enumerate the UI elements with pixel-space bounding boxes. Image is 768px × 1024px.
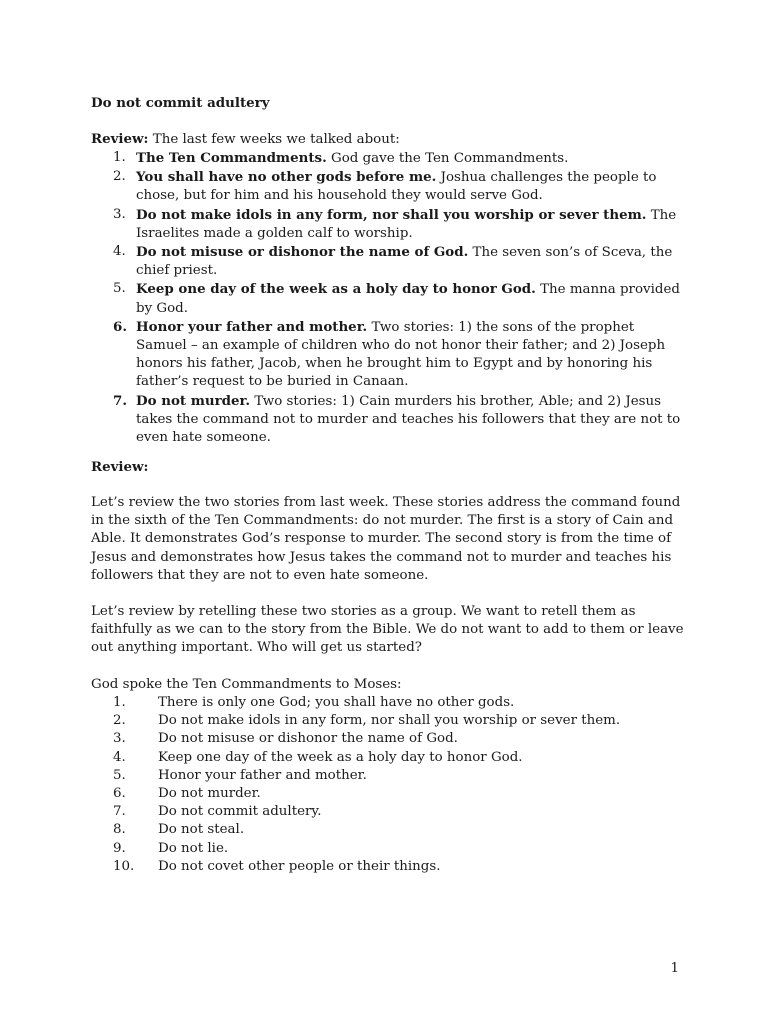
paragraph: Let’s review by retelling these two stories as a group. We want to retell them as faithfully as we can to the story from the Bible. We do not want to add to them or leave out anything important. Who will get us started? xyxy=(91,604,684,656)
list-item-text: The seven son’s of Sceva, the chief priest. xyxy=(136,245,673,279)
paragraph: Let’s review the two stories from last week. These stories address the command found in the sixth of the Ten Commandments: do not murder. The first is a story of Cain and Able. It demonstrates God’s response to murder. The second story is from the time of Jesus and demonstrates how Jesus takes the command not to murder and teaches his followers that they are not to even hate someone. xyxy=(91,495,681,583)
list-item xyxy=(91,280,681,317)
list-number: 2. xyxy=(113,713,126,729)
list-item-text: The manna provided by God. xyxy=(136,282,680,316)
review-intro-text: The last few weeks we talked about: xyxy=(148,132,400,147)
list-number: 1. xyxy=(113,695,126,710)
list-item-text: Do not misuse or dishonor the name of God. xyxy=(158,731,458,747)
list-number: 8. xyxy=(113,822,126,838)
list-item xyxy=(91,749,681,767)
list-number: 6. xyxy=(113,318,127,335)
list-item-text: There is only one God; you shall have no other gods. xyxy=(158,695,515,710)
list-item-text: Do not make idols in any form, nor shall you worship or sever them. xyxy=(158,713,621,729)
list-item-text: The Israelites made a golden calf to worship. xyxy=(136,207,677,241)
list-number: 7. xyxy=(113,392,127,409)
list-number: 9. xyxy=(113,840,126,856)
list-item xyxy=(91,318,681,392)
page-title: Do not commit adultery xyxy=(91,95,270,111)
list-item xyxy=(91,149,681,168)
review-list xyxy=(91,149,681,447)
list-item xyxy=(91,168,681,205)
list-number: 4. xyxy=(113,244,126,260)
commandments-list xyxy=(91,694,681,876)
list-item-text: Do not commit adultery. xyxy=(158,804,322,820)
list-item xyxy=(91,803,681,821)
list-number: 5. xyxy=(113,281,126,297)
review-intro xyxy=(91,130,691,149)
list-number: 3. xyxy=(113,206,126,222)
list-item-text: God gave the Ten Commandments. xyxy=(326,151,569,166)
list-item-text: Honor your father and mother. xyxy=(158,767,367,783)
list-item-heading: The Ten Commandments. xyxy=(136,150,327,166)
list-item xyxy=(91,730,681,748)
list-item-heading: Keep one day of the week as a holy day to honor God. xyxy=(136,281,536,298)
list-item xyxy=(91,206,681,243)
list-number: 7. xyxy=(113,804,126,820)
list-item xyxy=(91,392,681,448)
list-item xyxy=(91,694,681,712)
list-item-text: Do not steal. xyxy=(158,822,245,838)
page-number: 1 xyxy=(670,961,679,976)
list-number: 3. xyxy=(113,731,126,747)
list-item-heading: Do not misuse or dishonor the name of God. xyxy=(136,244,469,261)
list-item-heading: You shall have no other gods before me. xyxy=(136,169,437,186)
list-number: 6. xyxy=(113,786,126,802)
list-item-heading: Do not make idols in any form, nor shall you worship or sever them. xyxy=(136,206,647,223)
list-item xyxy=(91,767,681,785)
list-item-heading: Honor your father and mother. xyxy=(136,318,368,335)
list-item-heading: Do not murder. xyxy=(136,392,251,409)
list-item-text: Do not covet other people or their things. xyxy=(158,858,441,874)
list-item-text: Do not lie. xyxy=(158,840,229,856)
list-item xyxy=(91,243,681,280)
list-number: 1. xyxy=(113,150,126,165)
list-item-text: Joshua challenges the people to chose, but for him and his household they would serve God. xyxy=(136,170,657,204)
list-item-text: Do not murder. xyxy=(158,786,261,802)
list-item xyxy=(91,785,681,803)
list-item-text: Two stories: 1) the sons of the prophet Samuel – an example of children who do not honor their father; and 2) Joseph honors his father, Jacob, when he brought him to Egypt and by honoring his father’s request to be buried in Canaan. xyxy=(136,319,666,390)
list-item-text: Keep one day of the week as a holy day to honor God. xyxy=(158,749,523,765)
list-number: 5. xyxy=(113,767,126,783)
list-item xyxy=(91,712,681,730)
list-item xyxy=(91,840,681,858)
list-item-text: Two stories: 1) Cain murders his brother, Able; and 2) Jesus takes the command not to murder and teaches his followers that they are not to even hate someone. xyxy=(136,393,681,446)
list-item xyxy=(91,858,681,876)
list-number: 4. xyxy=(113,749,126,765)
list-item xyxy=(91,821,681,839)
review-heading: Review: xyxy=(91,459,149,475)
list-number: 10. xyxy=(113,858,135,874)
commands-intro: God spoke the Ten Commandments to Moses: xyxy=(91,677,402,692)
list-number: 2. xyxy=(113,169,126,185)
review-label: Review: xyxy=(91,131,149,147)
